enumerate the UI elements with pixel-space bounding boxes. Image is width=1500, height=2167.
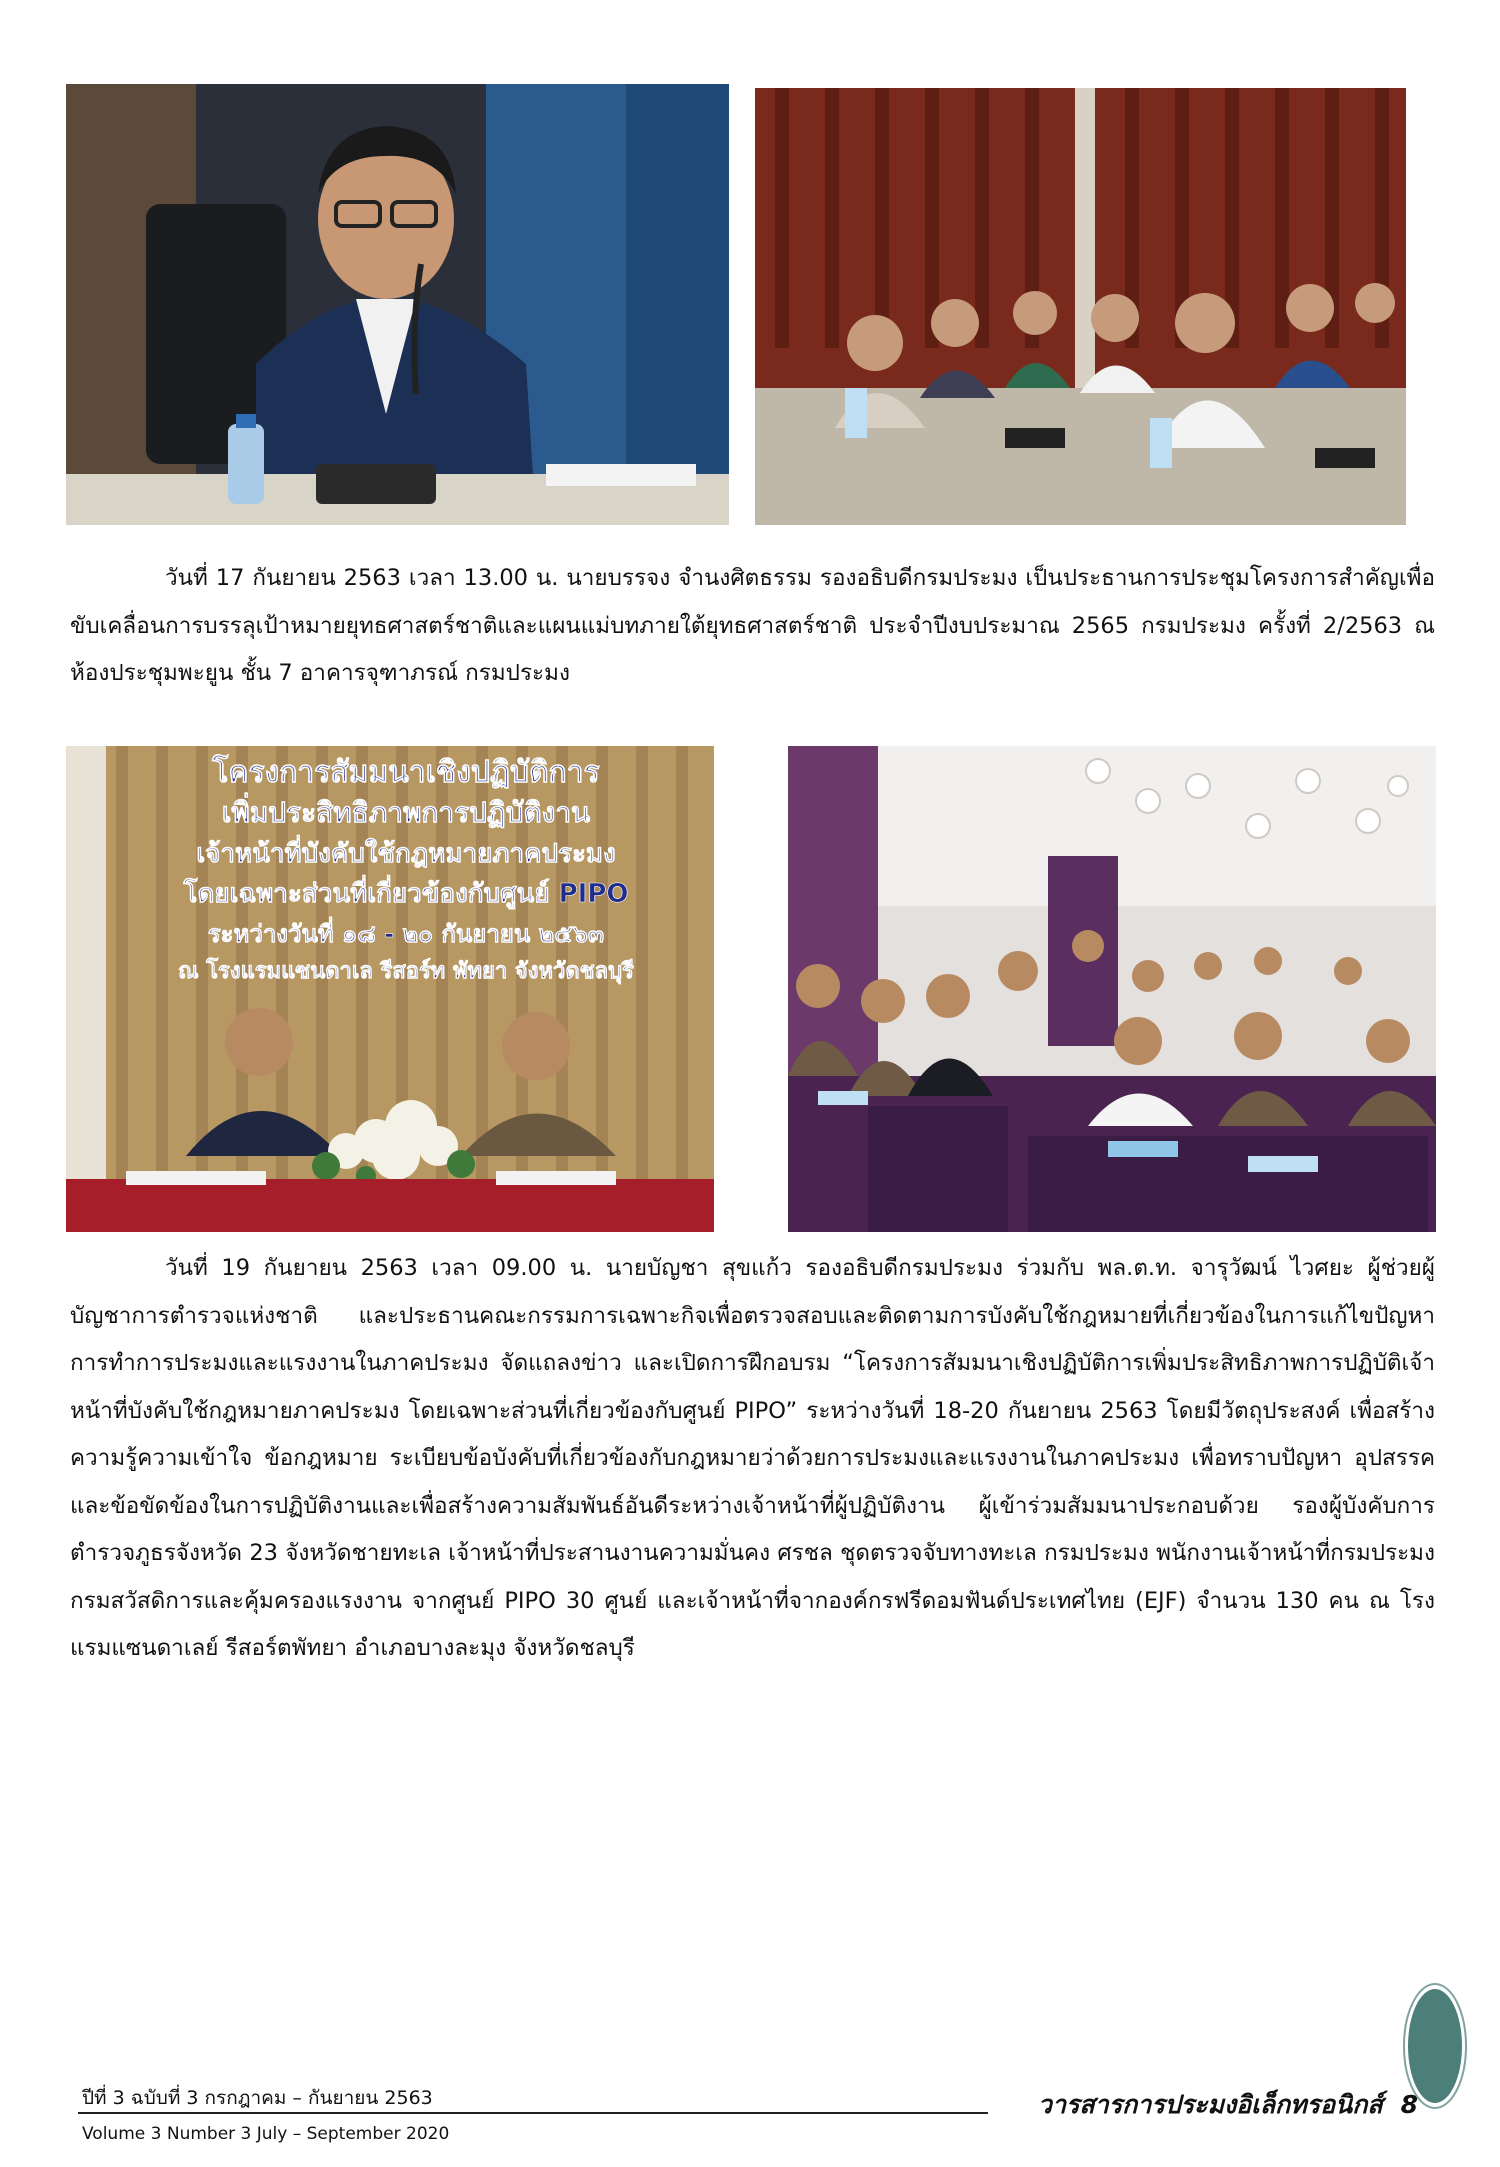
footer-divider <box>78 2112 988 2114</box>
journal-title: วารสารการประมงอิเล็กทรอนิกส์ <box>1037 2090 1383 2119</box>
photo-chairman <box>66 84 729 525</box>
banner-line-4: โดยเฉพาะส่วนที่เกี่ยวข้องกับศูนย์ PIPO <box>183 879 629 909</box>
caption-seminar-sept-19: วันที่ 19 กันยายน 2563 เวลา 09.00 น. นายบัญชา สุขแก้ว รองอธิบดีกรมประมง ร่วมกับ พล.ต.ท. จารุวัฒน์ ไวศยะ ผู้ช่วยผู้บัญชาการตำรวจแห่งชาติ และประธานคณะกรรมการเฉพาะกิจเพื่อตรวจสอบและติดตามการบังคับใช้กฎหมายที่เกี่ยวข้องในการแก้ไขปัญหาการทำการประมงและแรงงานในภาคประมง จัดแถลงข่าว และเปิดการฝึกอบรม “โครงการสัมมนาเชิงปฏิบัติการเพิ่มประสิทธิภาพการปฏิบัติเจ้าหน้าที่บังคับใช้กฎหมายภาคประมง โดยเฉพาะส่วนที่เกี่ยวข้องกับศูนย์ PIPO” ระหว่างวันที่ 18-20 กันยายน 2563 โดยมีวัตถุประสงค์ เพื่อสร้างความรู้ความเข้าใจ ข้อกฎหมาย ระเบียบข้อบังคับที่เกี่ยวข้องกับกฎหมายว่าด้วยการประมงและแรงงานในภาคประมง เพื่อทราบปัญหา อุปสรรคและข้อขัดข้องในการปฏิบัติงานและเพื่อสร้างความสัมพันธ์อันดีระหว่างเจ้าหน้าที่ผู้ปฏิบัติงาน ผู้เข้าร่วมสัมมนาประกอบด้วย รองผู้บังคับการตำรวจภูธรจังหวัด 23 จังหวัดชายทะเล เจ้าหน้าที่ประสานงานความมั่นคง ศรชล ชุดตรวจจับทางทะเล กรมประมง พนักงานเจ้าหน้าที่กรมประมง กรมสวัสดิการและคุ้มครองแรงงาน จากศูนย์ PIPO 30 ศูนย์ และเจ้าหน้าที่จากองค์กรฟรีดอมฟันด์ประเทศไทย (EJF) จำนวน 130 คน ณ โรงแรมแซนดาเลย์ รีสอร์ตพัทยา อำเภอบางละมุง จังหวัดชลบุรี <box>70 1255 1435 1661</box>
page-number: 8 <box>1400 2090 1418 2119</box>
photo-seminar-banner <box>66 746 714 1232</box>
issue-english: Volume 3 Number 3 July – September 2020 <box>82 2124 450 2144</box>
photo-seminar-audience <box>788 746 1436 1232</box>
banner-line-3: เจ้าหน้าที่บังคับใช้กฎหมายภาคประมง <box>196 839 616 869</box>
banner-line-1: โครงการสัมมนาเชิงปฏิบัติการ <box>212 755 600 790</box>
banner-line-6: ณ โรงแรมแซนดาเล รีสอร์ท พัทยา จังหวัดชลบุรี <box>178 959 634 984</box>
photo-meeting-attendees <box>755 88 1406 525</box>
page-badge-icon <box>1403 1982 1467 2110</box>
caption-meeting-sept-17: วันที่ 17 กันยายน 2563 เวลา 13.00 น. นายบรรจง จำนงศิตธรรม รองอธิบดีกรมประมง เป็นประธานการประชุมโครงการสำคัญเพื่อขับเคลื่อนการบรรลุเป้าหมายยุทธศาสตร์ชาติและแผนแม่บทภายใต้ยุทธศาสตร์ชาติ ประจำปีงบประมาณ 2565 กรมประมง ครั้งที่ 2/2563 ณ ห้องประชุมพะยูน ชั้น 7 อาคารจุฑาภรณ์ กรมประมง <box>70 565 1435 686</box>
journal-title-footer <box>1038 2085 1418 2125</box>
banner-line-5: ระหว่างวันที่ ๑๘ - ๒๐ กันยายน ๒๕๖๓ <box>207 920 605 948</box>
issue-thai: ปีที่ 3 ฉบับที่ 3 กรกฎาคม – กันยายน 2563 <box>82 2087 433 2109</box>
banner-line-2: เพิ่มประสิทธิภาพการปฏิบัติงาน <box>221 796 591 829</box>
